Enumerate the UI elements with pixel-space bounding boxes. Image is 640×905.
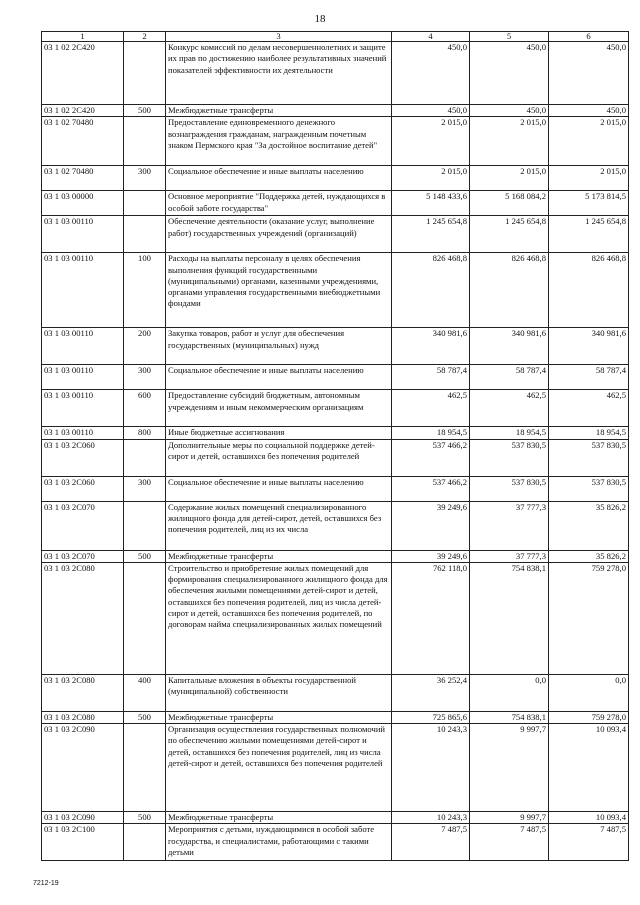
expense-type-code: 100 <box>124 253 166 328</box>
target-article-code: 03 1 03 2С070 <box>42 501 124 550</box>
amount-year-2: 2 015,0 <box>470 117 549 166</box>
amount-year-2: 9 997,7 <box>470 812 549 824</box>
amount-year-2: 7 487,5 <box>470 824 549 861</box>
amount-year-3: 35 826,2 <box>549 550 629 562</box>
amount-year-2: 462,5 <box>470 390 549 427</box>
amount-year-3: 35 826,2 <box>549 501 629 550</box>
target-article-code: 03 1 03 00110 <box>42 253 124 328</box>
amount-year-3: 759 278,0 <box>549 711 629 723</box>
amount-year-1: 2 015,0 <box>392 117 470 166</box>
expense-type-code: 500 <box>124 812 166 824</box>
amount-year-1: 5 148 433,6 <box>392 191 470 216</box>
table-row <box>42 42 629 105</box>
expense-type-code: 400 <box>124 674 166 711</box>
amount-year-3: 537 830,5 <box>549 439 629 476</box>
amount-year-3: 537 830,5 <box>549 476 629 501</box>
table-row <box>42 711 629 723</box>
table-row <box>42 253 629 328</box>
expense-type-code <box>124 42 166 105</box>
target-article-code: 03 1 02 70480 <box>42 117 124 166</box>
amount-year-2: 58 787,4 <box>470 365 549 390</box>
table-row <box>42 328 629 365</box>
column-number-row <box>42 32 629 42</box>
amount-year-2: 18 954,5 <box>470 427 549 439</box>
amount-year-3: 58 787,4 <box>549 365 629 390</box>
amount-year-1: 58 787,4 <box>392 365 470 390</box>
expense-name: Межбюджетные трансферты <box>166 812 392 824</box>
amount-year-3: 462,5 <box>549 390 629 427</box>
expense-name: Строительство и приобретение жилых помещений для формирования специализированного жилищного фонда для обеспечения жилыми помещениями детей-сирот и детей, оставшихся без попечения родителей, лиц из числа детей-сирот и детей, оставшихся без попечения родителей, по договорам найма специализированных жилых помещений <box>166 562 392 674</box>
amount-year-1: 826 468,8 <box>392 253 470 328</box>
amount-year-1: 450,0 <box>392 105 470 117</box>
amount-year-1: 36 252,4 <box>392 674 470 711</box>
amount-year-3: 18 954,5 <box>549 427 629 439</box>
expense-type-code <box>124 216 166 253</box>
target-article-code: 03 1 03 2С060 <box>42 476 124 501</box>
amount-year-2: 1 245 654,8 <box>470 216 549 253</box>
amount-year-1: 10 243,3 <box>392 812 470 824</box>
target-article-code: 03 1 03 00110 <box>42 365 124 390</box>
table-row <box>42 824 629 861</box>
expense-name: Дополнительные меры по социальной поддержке детей-сирот и детей, оставшихся без попечения родителей <box>166 439 392 476</box>
target-article-code: 03 1 03 2С060 <box>42 439 124 476</box>
amount-year-2: 340 981,6 <box>470 328 549 365</box>
amount-year-3: 2 015,0 <box>549 166 629 191</box>
expense-type-code <box>124 117 166 166</box>
page-number: 18 <box>314 13 326 25</box>
expense-name: Конкурс комиссий по делам несовершеннолетних и защите их прав по достижению наиболее результативных значений показателей эффективности их деятельности <box>166 42 392 105</box>
amount-year-1: 762 118,0 <box>392 562 470 674</box>
target-article-code: 03 1 03 2С080 <box>42 711 124 723</box>
table-row <box>42 117 629 166</box>
expense-name: Мероприятия с детьми, нуждающимися в особой заботе государства, и специалистами, работающими с такими детьми <box>166 824 392 861</box>
expense-name: Расходы на выплаты персоналу в целях обеспечения выполнения функций государственными (муниципальными) органами, казенными учреждениями, органами управления государственными внебюджетными фондами <box>166 253 392 328</box>
amount-year-1: 2 015,0 <box>392 166 470 191</box>
amount-year-1: 450,0 <box>392 42 470 105</box>
amount-year-2: 450,0 <box>470 42 549 105</box>
target-article-code: 03 1 02 2С420 <box>42 105 124 117</box>
amount-year-1: 537 466,2 <box>392 476 470 501</box>
amount-year-3: 5 173 814,5 <box>549 191 629 216</box>
amount-year-3: 450,0 <box>549 105 629 117</box>
expense-type-code: 200 <box>124 328 166 365</box>
expense-type-code: 300 <box>124 365 166 390</box>
amount-year-1: 537 466,2 <box>392 439 470 476</box>
target-article-code: 03 1 03 00110 <box>42 216 124 253</box>
expense-type-code: 800 <box>124 427 166 439</box>
amount-year-3: 10 093,4 <box>549 724 629 812</box>
column-header: 1 <box>42 32 124 42</box>
amount-year-2: 754 838,1 <box>470 711 549 723</box>
amount-year-1: 10 243,3 <box>392 724 470 812</box>
expense-type-code: 500 <box>124 550 166 562</box>
amount-year-1: 39 249,6 <box>392 550 470 562</box>
table-row <box>42 390 629 427</box>
amount-year-1: 18 954,5 <box>392 427 470 439</box>
table-row <box>42 550 629 562</box>
expense-name: Межбюджетные трансферты <box>166 105 392 117</box>
expense-name: Иные бюджетные ассигнования <box>166 427 392 439</box>
amount-year-3: 340 981,6 <box>549 328 629 365</box>
expense-name: Содержание жилых помещений специализированного жилищного фонда для детей-сирот, детей, оставшихся без попечения родителей, лиц из их числа <box>166 501 392 550</box>
target-article-code: 03 1 03 2С090 <box>42 812 124 824</box>
table-row <box>42 191 629 216</box>
expense-type-code: 300 <box>124 476 166 501</box>
amount-year-2: 754 838,1 <box>470 562 549 674</box>
expense-type-code: 500 <box>124 105 166 117</box>
target-article-code: 03 1 03 00110 <box>42 328 124 365</box>
expense-name: Межбюджетные трансферты <box>166 711 392 723</box>
amount-year-2: 9 997,7 <box>470 724 549 812</box>
amount-year-2: 537 830,5 <box>470 439 549 476</box>
amount-year-2: 5 168 084,2 <box>470 191 549 216</box>
target-article-code: 03 1 03 00110 <box>42 427 124 439</box>
target-article-code: 03 1 03 00000 <box>42 191 124 216</box>
target-article-code: 03 1 03 00110 <box>42 390 124 427</box>
expense-type-code <box>124 439 166 476</box>
target-article-code: 03 1 03 2С080 <box>42 562 124 674</box>
table-row <box>42 216 629 253</box>
table-row <box>42 166 629 191</box>
amount-year-2: 2 015,0 <box>470 166 549 191</box>
amount-year-2: 450,0 <box>470 105 549 117</box>
expense-name: Социальное обеспечение и иные выплаты населению <box>166 476 392 501</box>
expense-name: Организация осуществления государственных полномочий по обеспечению жилыми помещениями детей-сирот и детей, оставшихся без попечения родителей, лиц из числа детей-сирот и детей, оставшихся без попечения родителей <box>166 724 392 812</box>
target-article-code: 03 1 03 2С080 <box>42 674 124 711</box>
target-article-code: 03 1 03 2С090 <box>42 724 124 812</box>
amount-year-1: 7 487,5 <box>392 824 470 861</box>
column-header: 5 <box>470 32 549 42</box>
amount-year-1: 462,5 <box>392 390 470 427</box>
column-header: 4 <box>392 32 470 42</box>
column-header: 6 <box>549 32 629 42</box>
amount-year-3: 10 093,4 <box>549 812 629 824</box>
expense-type-code: 500 <box>124 711 166 723</box>
table-row <box>42 562 629 674</box>
amount-year-1: 39 249,6 <box>392 501 470 550</box>
expense-name: Основное мероприятие "Поддержка детей, нуждающихся в особой заботе государства" <box>166 191 392 216</box>
expense-name: Обеспечение деятельности (оказание услуг, выполнение работ) государственных учреждений (организаций) <box>166 216 392 253</box>
expense-type-code: 600 <box>124 390 166 427</box>
document-code: 7212-19 <box>33 880 59 887</box>
amount-year-2: 37 777,3 <box>470 501 549 550</box>
amount-year-1: 340 981,6 <box>392 328 470 365</box>
budget-table <box>41 31 629 861</box>
expense-name: Закупка товаров, работ и услуг для обеспечения государственных (муниципальных) нужд <box>166 328 392 365</box>
target-article-code: 03 1 02 2С420 <box>42 42 124 105</box>
target-article-code: 03 1 03 2С070 <box>42 550 124 562</box>
table-row <box>42 427 629 439</box>
expense-type-code <box>124 562 166 674</box>
expense-name: Межбюджетные трансферты <box>166 550 392 562</box>
expense-type-code <box>124 501 166 550</box>
amount-year-3: 0,0 <box>549 674 629 711</box>
column-header: 3 <box>166 32 392 42</box>
table-row <box>42 812 629 824</box>
expense-name: Социальное обеспечение и иные выплаты населению <box>166 365 392 390</box>
expense-name: Социальное обеспечение и иные выплаты населению <box>166 166 392 191</box>
expense-type-code <box>124 724 166 812</box>
table-row <box>42 476 629 501</box>
table-row <box>42 501 629 550</box>
expense-name: Предоставление единовременного денежного вознаграждения гражданам, награжденным почетным знаком Пермского края "За достойное воспитание детей" <box>166 117 392 166</box>
expense-name: Предоставление субсидий бюджетным, автономным учреждениям и иным некоммерческим организациям <box>166 390 392 427</box>
amount-year-3: 1 245 654,8 <box>549 216 629 253</box>
amount-year-3: 450,0 <box>549 42 629 105</box>
amount-year-1: 725 865,6 <box>392 711 470 723</box>
amount-year-1: 1 245 654,8 <box>392 216 470 253</box>
expense-type-code <box>124 191 166 216</box>
amount-year-2: 537 830,5 <box>470 476 549 501</box>
expense-name: Капитальные вложения в объекты государственной (муниципальной) собственности <box>166 674 392 711</box>
table-row <box>42 674 629 711</box>
amount-year-2: 37 777,3 <box>470 550 549 562</box>
expense-type-code: 300 <box>124 166 166 191</box>
expense-type-code <box>124 824 166 861</box>
table-row <box>42 365 629 390</box>
column-header: 2 <box>124 32 166 42</box>
amount-year-2: 826 468,8 <box>470 253 549 328</box>
amount-year-3: 826 468,8 <box>549 253 629 328</box>
amount-year-2: 0,0 <box>470 674 549 711</box>
table-row <box>42 439 629 476</box>
amount-year-3: 759 278,0 <box>549 562 629 674</box>
table-row <box>42 724 629 812</box>
amount-year-3: 7 487,5 <box>549 824 629 861</box>
amount-year-3: 2 015,0 <box>549 117 629 166</box>
target-article-code: 03 1 02 70480 <box>42 166 124 191</box>
table-row <box>42 105 629 117</box>
target-article-code: 03 1 03 2С100 <box>42 824 124 861</box>
